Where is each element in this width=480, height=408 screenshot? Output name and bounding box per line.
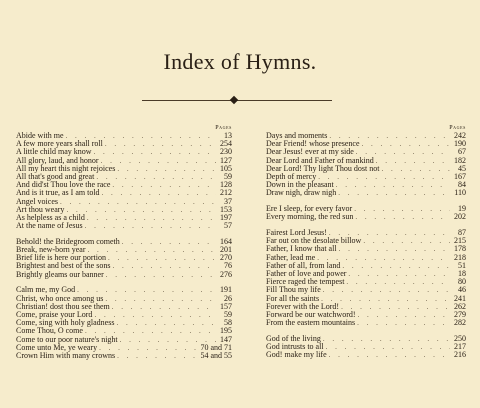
hymn-title: Come, sing with holy gladness: [16, 318, 115, 328]
page-number: 215: [454, 236, 466, 246]
dot-leader: [357, 319, 450, 327]
page-number: 282: [454, 318, 466, 328]
dot-leader: [342, 262, 450, 270]
page-number: 262: [454, 301, 466, 311]
page-title: Index of Hymns.: [163, 49, 317, 74]
hymn-title: Behold! the Bridegroom cometh: [16, 236, 120, 246]
hymn-title: Every morning, the red sun: [266, 212, 354, 222]
dot-leader: [336, 181, 450, 189]
hymn-title: Forever with the Lord!: [266, 301, 340, 311]
dot-leader: [117, 352, 198, 360]
page-number: 46: [458, 285, 466, 295]
pages-header: Pages: [449, 125, 466, 131]
index-entry: [266, 351, 466, 359]
dot-leader: [376, 157, 450, 165]
dot-leader: [102, 189, 216, 197]
hymn-title: Father of all, from land: [266, 260, 341, 270]
hymn-title: And is it true, as I am told: [16, 188, 100, 198]
dot-leader: [87, 214, 216, 222]
hymn-title: All glory, laud, and honor: [16, 155, 99, 165]
page-number: 59: [224, 171, 232, 181]
page-number: 128: [220, 180, 232, 190]
hymn-title: God intrusts to all: [266, 342, 324, 352]
page-number: 26: [224, 293, 232, 303]
page-number: 19: [458, 204, 466, 214]
page-number: 67: [458, 147, 466, 157]
page-number: 279: [454, 309, 466, 319]
index-entry: [266, 319, 466, 327]
page-number: 197: [220, 212, 232, 222]
page-number: 178: [454, 244, 466, 254]
page-number: 190: [454, 139, 466, 149]
page-number: 254: [220, 139, 232, 149]
page-number: 70 and 71: [200, 342, 232, 352]
dot-leader: [105, 295, 216, 303]
dot-leader: [96, 173, 216, 181]
page-number: 164: [220, 236, 232, 246]
letter-group: [16, 238, 232, 279]
hymn-title: Come, praise your Lord: [16, 309, 93, 319]
index-entry: [16, 222, 232, 230]
page-number: 230: [220, 147, 232, 157]
page-number: 59: [224, 309, 232, 319]
hymn-title: All my heart this night rejoices: [16, 163, 116, 173]
dot-leader: [117, 165, 216, 173]
hymn-title: At the name of Jesus: [16, 221, 83, 231]
page-number: 218: [454, 252, 466, 262]
hymn-title: A little child may know: [16, 147, 92, 157]
dot-leader: [381, 165, 450, 173]
hymn-title: Depth of mercy: [266, 171, 317, 181]
page-number: 195: [220, 326, 232, 336]
hymn-title: Dear Friend! whose presence: [266, 139, 360, 149]
dot-leader: [108, 254, 216, 262]
hymn-title: Forward be our watchword!: [266, 309, 356, 319]
dot-leader: [106, 271, 216, 279]
letter-group: [266, 335, 466, 360]
page-number: 58: [224, 318, 232, 328]
dot-leader: [323, 286, 450, 294]
dot-leader: [116, 319, 216, 327]
dot-leader: [60, 198, 216, 206]
page-number: 127: [220, 155, 232, 165]
page-number: 167: [454, 171, 466, 181]
dot-leader: [326, 343, 450, 351]
page-number: 270: [220, 253, 232, 263]
hymn-title: Dear Lord! Thy light Thou dost not: [266, 163, 380, 173]
hymn-title: Abide with me: [16, 131, 64, 140]
page-number: 276: [220, 269, 232, 279]
pages-header: Pages: [215, 125, 232, 131]
page-number: 57: [224, 221, 232, 231]
hymn-title: Break, new-born year: [16, 245, 86, 255]
dot-leader: [318, 173, 450, 181]
page-number: 76: [224, 261, 232, 271]
hymn-title: Down in the pleasant: [266, 180, 334, 190]
page-number: 147: [220, 334, 232, 344]
hymn-title: Crown Him with many crowns: [16, 350, 116, 360]
page-number: 105: [220, 163, 232, 173]
dot-leader: [338, 189, 450, 197]
dot-leader: [346, 278, 450, 286]
page-number: 54 and 55: [200, 350, 232, 360]
dot-leader: [112, 303, 216, 311]
page-number: 87: [458, 228, 466, 238]
page-number: 13: [224, 131, 232, 140]
hymn-title: Far out on the desolate billow: [266, 236, 362, 246]
hymn-title: Angel voices: [16, 196, 58, 206]
page-number: 202: [454, 212, 466, 222]
hymn-title: Father, I know that all: [266, 244, 337, 254]
letter-group: [16, 132, 232, 230]
hymn-title: Come unto Me, ye weary: [16, 342, 98, 352]
dot-leader: [122, 238, 216, 246]
hymn-title: Dear Jesus! ever at my side: [266, 147, 354, 157]
dot-leader: [329, 351, 450, 359]
hymn-title: Fill Thou my life: [266, 285, 321, 295]
letter-group: [266, 229, 466, 327]
page-number: 212: [220, 188, 232, 198]
hymn-title: For all the saints: [266, 293, 320, 303]
hymn-title: Calm me, my God: [16, 285, 76, 295]
page-number: 191: [220, 285, 232, 295]
page-number: 241: [454, 293, 466, 303]
hymn-title: Fierce raged the tempest: [266, 277, 345, 287]
page-number: 250: [454, 333, 466, 343]
dot-leader: [321, 295, 450, 303]
page-number: 84: [458, 180, 466, 190]
hymn-title: Brightest and best of the sons: [16, 261, 111, 271]
page-number: 242: [454, 131, 466, 140]
hymn-title: Father, lead me: [266, 252, 316, 262]
hymn-title: Christ, who once among us: [16, 293, 104, 303]
hymn-title: Dear Lord and Father of mankind: [266, 155, 374, 165]
hymn-title: Father of love and power: [266, 269, 347, 278]
page-number: 201: [220, 245, 232, 255]
dot-leader: [66, 206, 216, 214]
letter-group: [266, 132, 466, 198]
dot-leader: [85, 222, 216, 230]
page-number: 182: [454, 155, 466, 165]
page-number: 157: [220, 301, 232, 311]
dot-leader: [101, 157, 216, 165]
dot-leader: [341, 303, 450, 311]
dot-leader: [363, 237, 450, 245]
dot-leader: [362, 140, 450, 148]
divider-ornament: [230, 96, 238, 104]
hymn-title: God of the living: [266, 333, 321, 343]
index-entry: [266, 189, 466, 197]
index-entry: [16, 352, 232, 360]
hymn-title: Art thou weary: [16, 204, 65, 214]
hymn-title: Brightly gleams our banner: [16, 269, 104, 279]
dot-leader: [348, 270, 450, 278]
hymn-title: Days and moments: [266, 131, 328, 140]
right-index-column: [266, 124, 466, 367]
index-entry: [16, 271, 232, 279]
hymn-title: Fairest Lord Jesus!: [266, 228, 327, 238]
letter-group: [16, 286, 232, 360]
dot-leader: [105, 140, 216, 148]
left-index-column: [16, 124, 232, 368]
dot-leader: [323, 335, 450, 343]
hymn-title: And did'st Thou love the race: [16, 180, 111, 190]
hymn-title: From the eastern mountains: [266, 318, 356, 328]
page-number: 80: [458, 277, 466, 287]
page-number: 51: [458, 260, 466, 270]
dot-leader: [355, 213, 450, 221]
dot-leader: [112, 262, 216, 270]
page-number: 217: [454, 342, 466, 352]
dot-leader: [112, 181, 216, 189]
hymn-title: All that's good and great: [16, 171, 95, 181]
hymn-title: God! make my life: [266, 350, 327, 360]
dot-leader: [354, 205, 450, 213]
page-number: 18: [458, 269, 466, 278]
hymn-title: Brief life is here our portion: [16, 253, 106, 263]
hymn-title: A few more years shall roll: [16, 139, 103, 149]
hymn-title: Come Thou, O come: [16, 326, 83, 336]
dot-leader: [358, 311, 450, 319]
hymn-title: Christian! dost thou see them: [16, 301, 110, 311]
page-number: 110: [454, 188, 466, 198]
dot-leader: [94, 148, 216, 156]
page-number: 45: [458, 163, 466, 173]
dot-leader: [339, 245, 450, 253]
page-number: 216: [454, 350, 466, 360]
hymn-title: Ere I sleep, for every favor: [266, 204, 353, 214]
hymn-title: Draw nigh, draw nigh: [266, 188, 337, 198]
page-number: 153: [220, 204, 232, 214]
hymn-title: As helpless as a child: [16, 212, 85, 222]
page-number: 37: [224, 196, 232, 206]
hymn-title: Come to our poor nature's night: [16, 334, 118, 344]
index-entry: [266, 213, 466, 221]
letter-group: [266, 205, 466, 221]
dot-leader: [88, 246, 216, 254]
